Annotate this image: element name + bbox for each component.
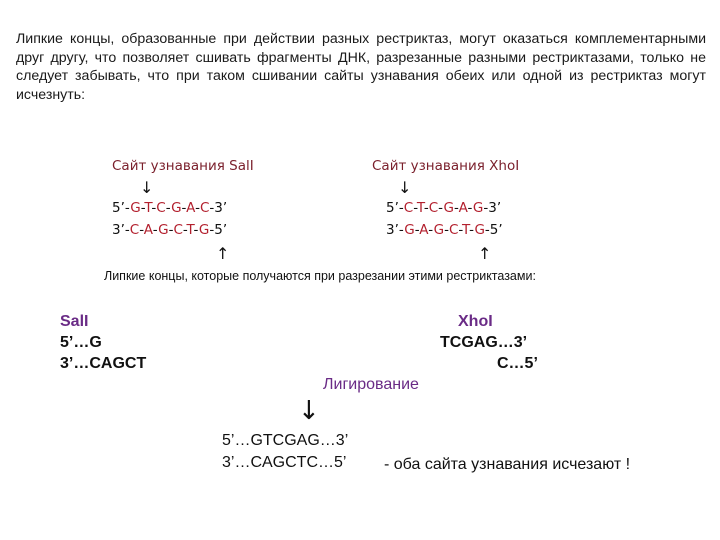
right-site-label: Сайт узнавания XhoI: [372, 158, 520, 174]
strand-token: 3’-: [112, 222, 130, 238]
strand-token: -5’: [209, 222, 228, 238]
base: C: [428, 200, 439, 216]
dash: -: [458, 222, 463, 238]
sites-disappear-note: - оба сайта узнавания исчезают !: [384, 456, 631, 473]
dash: -: [168, 222, 174, 238]
base: A: [419, 222, 429, 238]
sali-end-line1: 5’…G: [60, 334, 102, 351]
dash: -: [151, 200, 157, 216]
dash: -: [165, 200, 172, 216]
ligation-down-arrow-icon: ↓: [298, 396, 320, 426]
base: G: [443, 200, 455, 216]
dash: -: [413, 200, 417, 216]
dash: -: [152, 222, 159, 238]
xhoi-name: XhoI: [458, 313, 493, 330]
dash: -: [414, 222, 420, 238]
strand-token: 3’-: [386, 222, 405, 238]
base: C: [156, 200, 166, 216]
base: G: [433, 222, 445, 238]
left-site-label: Сайт узнавания SalI: [112, 158, 254, 174]
base: A: [186, 200, 196, 216]
dash: -: [467, 200, 473, 216]
ligated-line2: 3’…CAGCTC…5’: [222, 454, 347, 471]
base: G: [171, 200, 182, 216]
ligation-label: Лигирование: [323, 376, 419, 393]
dash: -: [140, 200, 145, 216]
base: C: [448, 222, 459, 238]
dash: -: [444, 222, 449, 238]
dash: -: [182, 222, 187, 238]
left-up-arrow-icon: ↑: [216, 244, 230, 263]
base: C: [129, 222, 140, 238]
dash: -: [423, 200, 429, 216]
dash: -: [193, 222, 199, 238]
intro-paragraph: Липкие концы, образованные при действии разных рестриктаз, могут оказаться комплементарными друг другу, что позволяет сшивать фрагменты ДНК, разрезанные разными рестриктазами, только не следует забывать, что при таком сшивании сайты узнавания обеих или одной из рестриктаз могут исчезнуть:: [16, 31, 706, 103]
sali-name: SalI: [60, 313, 89, 330]
strand-token: -5’: [484, 222, 503, 238]
base: A: [143, 222, 153, 238]
xhoi-end-line1: TCGAG…3’: [440, 334, 528, 351]
right-bottom-strand: [386, 222, 503, 238]
left-bottom-strand: [112, 222, 227, 238]
sticky-ends-caption: Липкие концы, которые получаются при разрезании этими рестриктазами:: [104, 269, 536, 283]
right-down-arrow-icon: ↓: [398, 178, 412, 197]
base: G: [158, 222, 169, 238]
base: T: [186, 222, 194, 238]
dash: -: [195, 200, 200, 216]
dash: -: [454, 200, 459, 216]
right-top-strand: [386, 200, 501, 216]
dash: -: [428, 222, 434, 238]
ligated-line1: 5’…GTCGAG…3’: [222, 432, 349, 449]
base: A: [458, 200, 468, 216]
dash: -: [469, 222, 475, 238]
base: T: [144, 200, 152, 216]
base: C: [403, 200, 414, 216]
base: G: [472, 200, 484, 216]
strand-token: 5’-: [386, 200, 404, 216]
base: T: [462, 222, 470, 238]
sali-end-line2: 3’…CAGCT: [60, 355, 147, 372]
strand-token: -3’: [483, 200, 502, 216]
dash: -: [139, 222, 144, 238]
dash: -: [438, 200, 444, 216]
right-up-arrow-icon: ↑: [478, 244, 492, 263]
base: G: [474, 222, 485, 238]
strand-token: 5’-: [112, 200, 131, 216]
dash: -: [181, 200, 187, 216]
strand-token: -3’: [209, 200, 228, 216]
base: T: [416, 200, 424, 216]
left-down-arrow-icon: ↓: [140, 178, 154, 197]
left-top-strand: [112, 200, 227, 216]
base: G: [198, 222, 210, 238]
base: C: [199, 200, 210, 216]
base: C: [173, 222, 183, 238]
base: G: [130, 200, 141, 216]
xhoi-end-line2: C…5’: [497, 355, 538, 372]
base: G: [404, 222, 415, 238]
